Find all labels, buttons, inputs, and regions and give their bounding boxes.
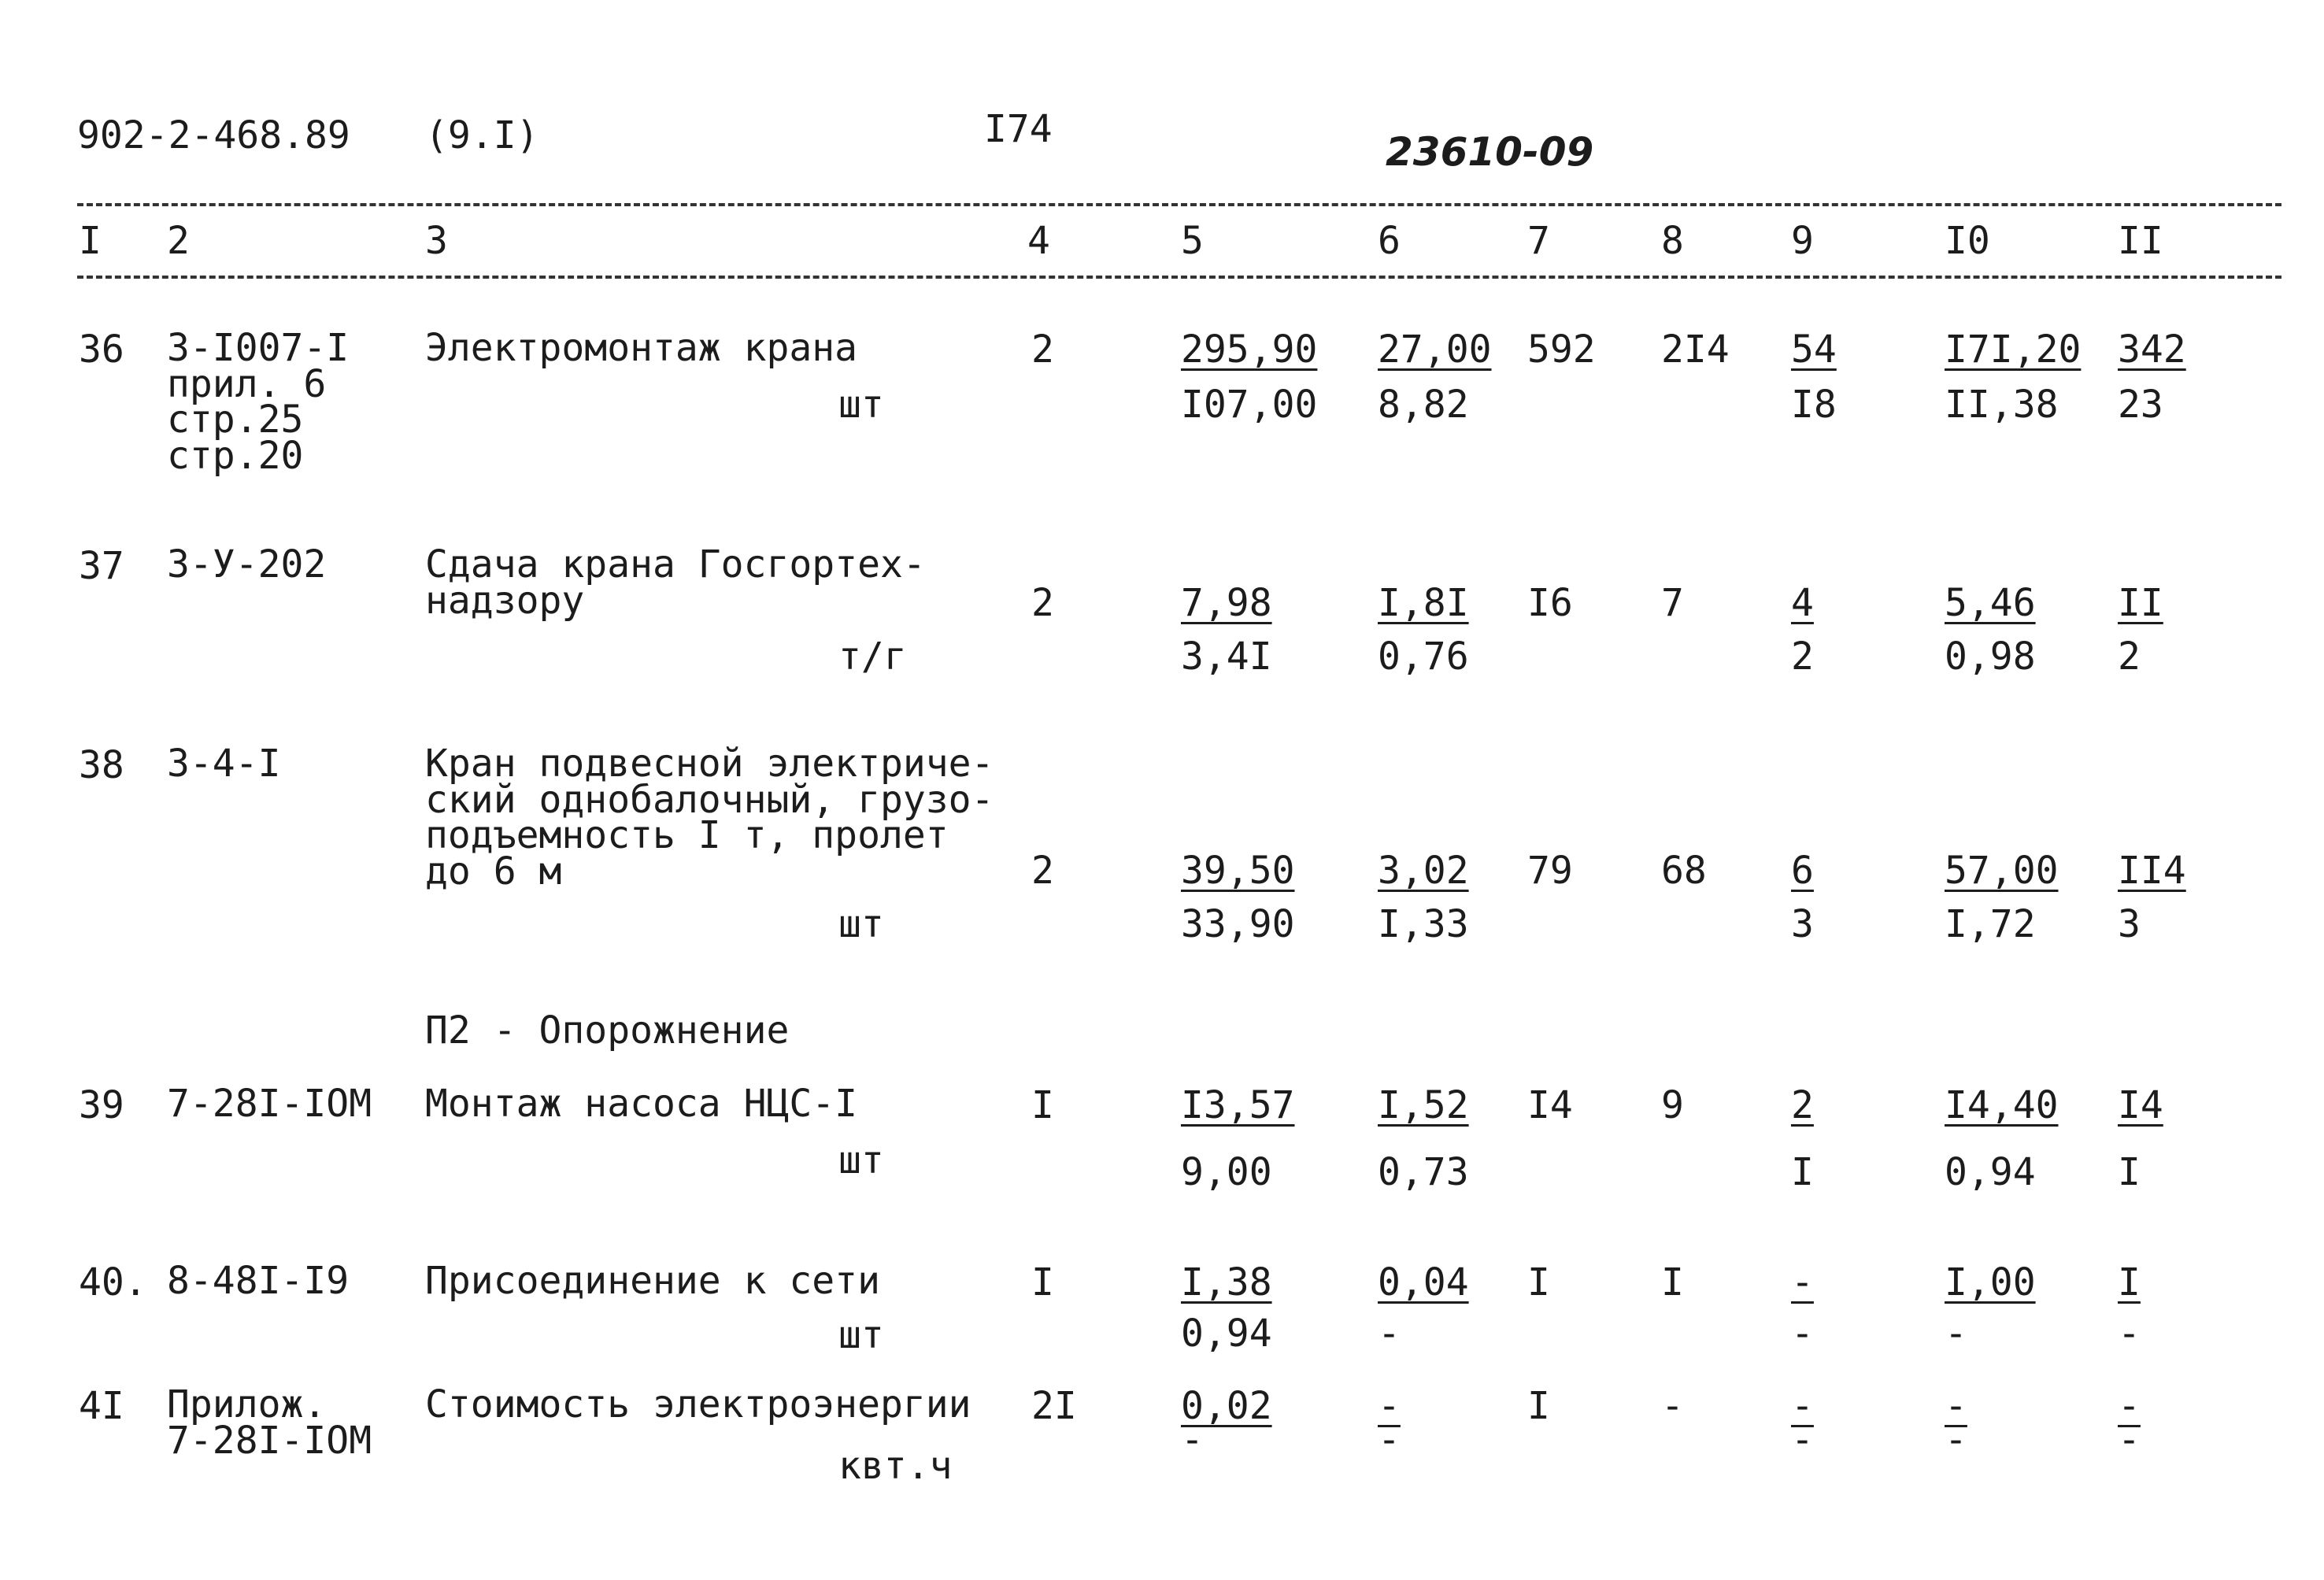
col11-bottom: 3 xyxy=(2118,902,2141,946)
col6-top: I,8I xyxy=(1378,581,1469,625)
section-heading: П2 - Опорожнение xyxy=(425,1008,790,1053)
col10-bottom: - xyxy=(1945,1418,1967,1462)
col7: I4 xyxy=(1527,1083,1573,1127)
unit-of-measure: т/г xyxy=(838,635,907,679)
col5-bottom: 33,90 xyxy=(1181,902,1295,946)
col11-bottom: - xyxy=(2118,1312,2141,1356)
norm-code: 3-4-I xyxy=(167,742,281,786)
header-divider-bottom xyxy=(77,276,2281,279)
norm-code: 3-У-202 xyxy=(167,542,327,586)
col11-bottom: 23 xyxy=(2118,383,2163,427)
col10-bottom: - xyxy=(1945,1312,1967,1356)
column-header-5: 5 xyxy=(1181,219,1204,263)
col5-bottom: - xyxy=(1181,1418,1204,1462)
work-description: Монтаж насоса НЦС-I xyxy=(425,1082,858,1126)
col6-top: 3,02 xyxy=(1378,849,1469,893)
col5-bottom: 9,00 xyxy=(1181,1150,1272,1194)
col8: 9 xyxy=(1661,1083,1684,1127)
col11-bottom: I xyxy=(2118,1150,2141,1194)
col8: 68 xyxy=(1661,849,1707,893)
col7: I xyxy=(1527,1260,1550,1304)
col5-bottom: 0,94 xyxy=(1181,1312,1272,1356)
col10-top: I4,40 xyxy=(1945,1083,2059,1127)
row-number: 38 xyxy=(79,743,124,787)
column-header-1: I xyxy=(79,219,102,263)
row-number: 37 xyxy=(79,544,124,588)
col6-top: I,52 xyxy=(1378,1083,1469,1127)
column-header-2: 2 xyxy=(167,219,190,263)
column-header-6: 6 xyxy=(1378,219,1401,263)
col5-top: I,38 xyxy=(1181,1260,1272,1304)
col11-bottom: 2 xyxy=(2118,635,2141,679)
col11-top: II xyxy=(2118,581,2163,625)
col5-top: 0,02 xyxy=(1181,1384,1272,1428)
col6-bottom: 8,82 xyxy=(1378,383,1469,427)
unit-of-measure: шт xyxy=(838,1138,884,1182)
col9-top: 6 xyxy=(1791,849,1814,893)
unit-of-measure: шт xyxy=(838,1313,884,1357)
column-header-9: 9 xyxy=(1791,219,1814,263)
col11-top: I xyxy=(2118,1260,2141,1304)
col5-top: I3,57 xyxy=(1181,1083,1295,1127)
column-header-11: II xyxy=(2118,219,2163,263)
col11-top: - xyxy=(2118,1384,2141,1428)
col5-top: 39,50 xyxy=(1181,849,1295,893)
quantity: I xyxy=(1031,1260,1054,1304)
col10-bottom: 0,98 xyxy=(1945,635,2036,679)
col8: I xyxy=(1661,1260,1684,1304)
col9-top: 4 xyxy=(1791,581,1814,625)
document-code: 902-2-468.89 xyxy=(77,113,350,157)
col6-bottom: I,33 xyxy=(1378,902,1469,946)
col8: 2I4 xyxy=(1661,327,1730,372)
norm-code: 7-28I-IOM xyxy=(167,1082,372,1126)
col10-bottom: 0,94 xyxy=(1945,1150,2036,1194)
col9-bottom: 3 xyxy=(1791,902,1814,946)
row-number: 4I xyxy=(79,1384,124,1428)
col9-top: 2 xyxy=(1791,1083,1814,1127)
column-header-8: 8 xyxy=(1661,219,1684,263)
col6-bottom: 0,73 xyxy=(1378,1150,1469,1194)
col6-top: - xyxy=(1378,1384,1401,1428)
col10-top: 57,00 xyxy=(1945,849,2059,893)
col9-top: 54 xyxy=(1791,327,1837,372)
column-header-3: 3 xyxy=(425,219,448,263)
work-description: Кран подвесной электриче- ский однобалочный, грузо- подъемность I т, пролет до 6 м xyxy=(425,742,994,894)
col7: 79 xyxy=(1527,849,1573,893)
col9-bottom: - xyxy=(1791,1418,1814,1462)
col9-bottom: 2 xyxy=(1791,635,1814,679)
row-number: 36 xyxy=(79,327,124,372)
work-description: Присоединение к сети xyxy=(425,1259,880,1303)
col10-top: I,00 xyxy=(1945,1260,2036,1304)
column-header-4: 4 xyxy=(1027,219,1050,263)
col5-bottom: I07,00 xyxy=(1181,383,1318,427)
col9-bottom: - xyxy=(1791,1312,1814,1356)
quantity: 2 xyxy=(1031,849,1054,893)
page-number: I74 xyxy=(984,107,1053,151)
col9-top: - xyxy=(1791,1384,1814,1428)
quantity: 2 xyxy=(1031,327,1054,372)
col5-top: 295,90 xyxy=(1181,327,1318,372)
col10-top: - xyxy=(1945,1384,1967,1428)
unit-of-measure: шт xyxy=(838,902,884,946)
col6-bottom: - xyxy=(1378,1312,1401,1356)
col6-bottom: 0,76 xyxy=(1378,635,1469,679)
work-description: Сдача крана Госгортех- надзору xyxy=(425,542,926,623)
norm-code: 3-I007-I прил. 6 стр.25 стр.20 xyxy=(167,326,350,478)
col5-top: 7,98 xyxy=(1181,581,1272,625)
col10-bottom: I,72 xyxy=(1945,902,2036,946)
quantity: I xyxy=(1031,1083,1054,1127)
col11-bottom: - xyxy=(2118,1418,2141,1462)
col9-top: - xyxy=(1791,1260,1814,1304)
col6-top: 27,00 xyxy=(1378,327,1492,372)
norm-code: 8-48I-I9 xyxy=(167,1259,350,1303)
col9-bottom: I xyxy=(1791,1150,1814,1194)
registration-stamp: 23610-09 xyxy=(1386,129,1594,175)
work-description: Стоимость электроэнергии xyxy=(425,1382,971,1426)
row-number: 40. xyxy=(79,1260,147,1304)
col7: I xyxy=(1527,1384,1550,1428)
header-divider-top xyxy=(77,203,2281,206)
col9-bottom: I8 xyxy=(1791,383,1837,427)
section-number: (9.I) xyxy=(425,113,539,157)
column-header-10: I0 xyxy=(1945,219,1990,263)
column-header-7: 7 xyxy=(1527,219,1550,263)
col8: 7 xyxy=(1661,581,1684,625)
col7: 592 xyxy=(1527,327,1596,372)
quantity: 2I xyxy=(1031,1384,1077,1428)
col7: I6 xyxy=(1527,581,1573,625)
col11-top: 342 xyxy=(2118,327,2186,372)
col6-bottom: - xyxy=(1378,1418,1401,1462)
col6-top: 0,04 xyxy=(1378,1260,1469,1304)
col10-top: I7I,20 xyxy=(1945,327,2082,372)
unit-of-measure: квт.ч xyxy=(838,1444,953,1488)
unit-of-measure: шт xyxy=(838,383,884,427)
quantity: 2 xyxy=(1031,581,1054,625)
work-description: Электромонтаж крана xyxy=(425,326,858,370)
col11-top: II4 xyxy=(2118,849,2186,893)
col5-bottom: 3,4I xyxy=(1181,635,1272,679)
col10-bottom: II,38 xyxy=(1945,383,2059,427)
col10-top: 5,46 xyxy=(1945,581,2036,625)
row-number: 39 xyxy=(79,1083,124,1127)
col8: - xyxy=(1661,1384,1684,1428)
col11-top: I4 xyxy=(2118,1083,2163,1127)
norm-code: Прилож. 7-28I-IOM xyxy=(167,1382,372,1463)
